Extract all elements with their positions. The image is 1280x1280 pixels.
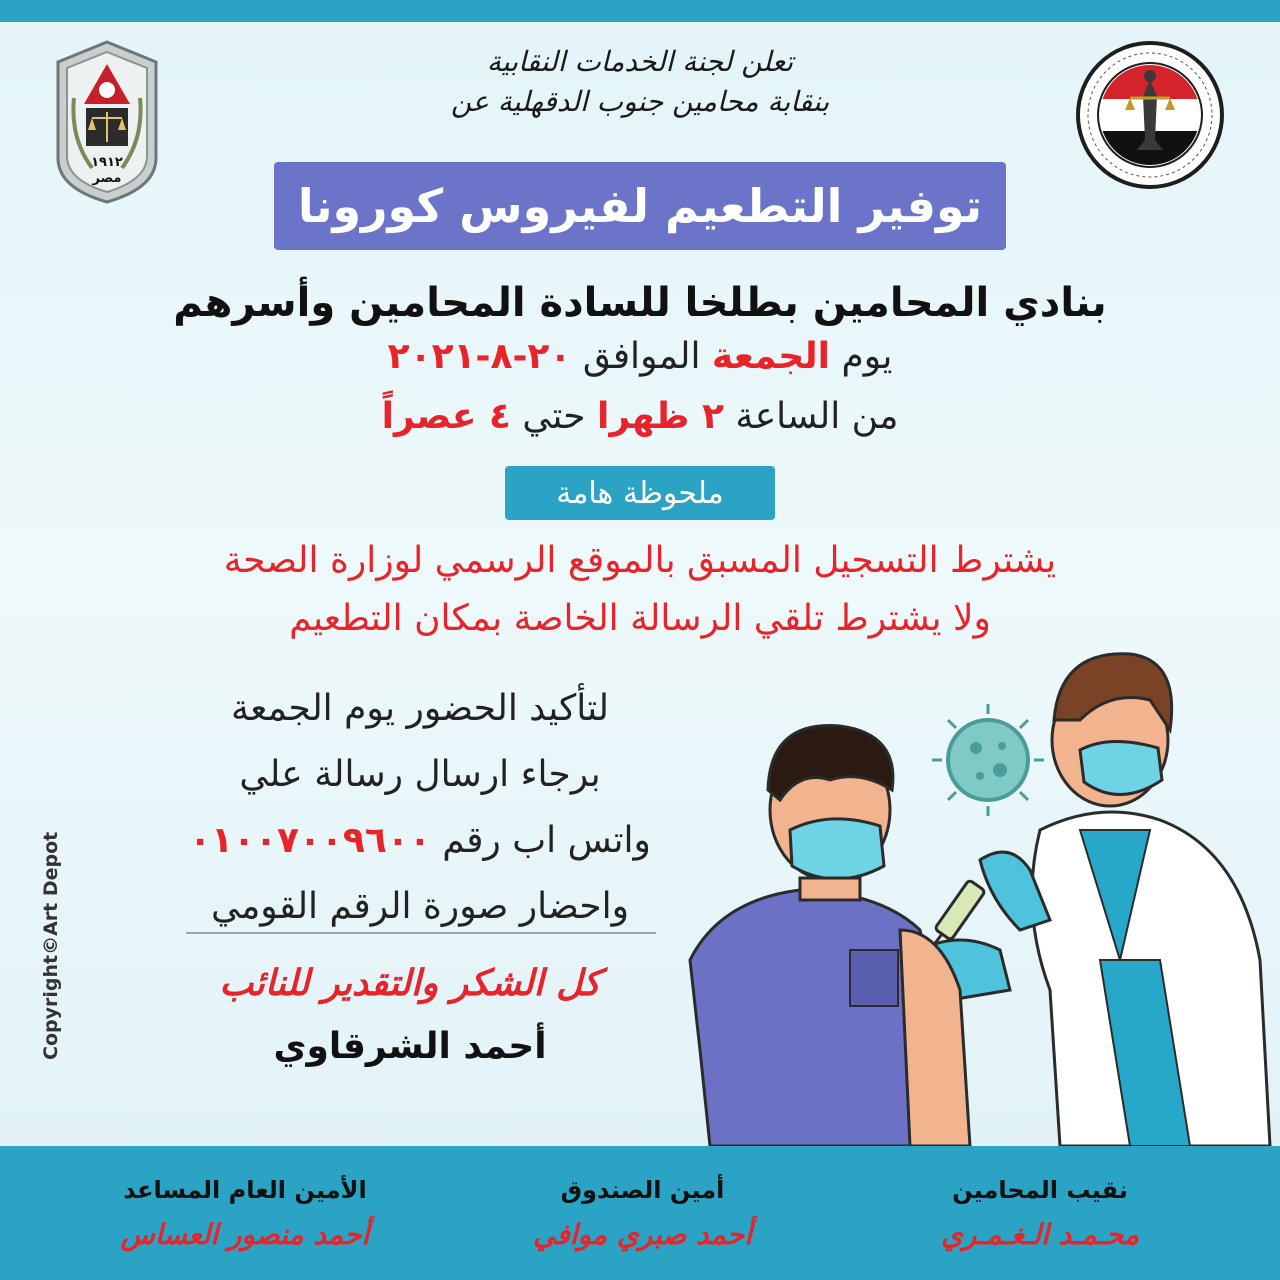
title-banner bbox=[274, 162, 1006, 250]
signature-name: محـمـد الـغـمـري bbox=[940, 1217, 1140, 1251]
note-badge bbox=[505, 466, 775, 520]
bar-association-emblem bbox=[52, 38, 162, 206]
time-until: حتي bbox=[522, 396, 586, 437]
time-start: ٢ ظهرا bbox=[597, 396, 724, 437]
requirement-1: يشترط التسجيل المسبق بالموقع الرسمي لوزارة الصحة bbox=[223, 540, 1057, 581]
header-line-2: بنقابة محامين جنوب الدقهلية عن bbox=[450, 85, 830, 118]
venue-line: بنادي المحامين بطلخا للسادة المحامين وأسرهم bbox=[173, 280, 1107, 326]
emblem-country: مصر bbox=[92, 171, 122, 186]
time-from: من الساعة bbox=[735, 396, 899, 437]
time-line bbox=[0, 396, 1280, 437]
signatures-bar bbox=[0, 1146, 1280, 1280]
signature-head bbox=[890, 1176, 1190, 1251]
signature-treasurer bbox=[493, 1176, 793, 1251]
copyright: Copyright©Art Depot bbox=[40, 831, 62, 1060]
thanks-line: كل الشكر والتقدير للنائب bbox=[219, 962, 601, 1004]
mp-name: أحمد الشرقاوي bbox=[273, 1026, 547, 1067]
signature-name: أحمد صبري موافي bbox=[532, 1217, 753, 1251]
whatsapp-label: واتس اب رقم bbox=[442, 820, 651, 861]
header-line-1: تعلن لجنة الخدمات النقابية bbox=[486, 45, 794, 78]
date-day: الجمعة bbox=[711, 336, 830, 377]
signature-name: أحمد منصور العساس bbox=[120, 1217, 370, 1251]
virus-icon bbox=[932, 704, 1044, 816]
signature-role: أمين الصندوق bbox=[560, 1175, 725, 1204]
date-value: ٢٠-٨-٢٠٢١ bbox=[387, 336, 572, 377]
top-strip bbox=[0, 0, 1280, 22]
signature-asst-secretary bbox=[95, 1176, 395, 1251]
divider bbox=[186, 932, 656, 934]
instructions bbox=[140, 676, 700, 940]
instruction-line-4: واحضار صورة الرقم القومي bbox=[210, 886, 630, 927]
emblem-year: ١٩١٢ bbox=[91, 155, 123, 170]
page-title: توفير التطعيم لفيروس كورونا bbox=[297, 179, 983, 233]
header bbox=[300, 42, 980, 122]
date-line bbox=[0, 336, 1280, 377]
signature-role: الأمين العام المساعد bbox=[123, 1175, 367, 1204]
date-middle: الموافق bbox=[582, 336, 701, 377]
phone-number: ٠١٠٠٧٠٠٩٦٠٠ bbox=[189, 820, 431, 861]
note-label: ملحوظة هامة bbox=[556, 475, 724, 511]
date-prefix: يوم bbox=[841, 336, 893, 377]
lawyers-syndicate-seal bbox=[1075, 40, 1225, 190]
requirement-2: ولا يشترط تلقي الرسالة الخاصة بمكان التطعيم bbox=[289, 598, 991, 639]
instruction-line-2: برجاء ارسال رسالة علي bbox=[239, 754, 601, 795]
vaccination-illustration bbox=[680, 630, 1280, 1146]
time-end: ٤ عصراً bbox=[381, 396, 511, 437]
instruction-line-3 bbox=[140, 808, 700, 874]
signature-role: نقيب المحامين bbox=[952, 1175, 1128, 1204]
instruction-line-1: لتأكيد الحضور يوم الجمعة bbox=[230, 688, 610, 729]
